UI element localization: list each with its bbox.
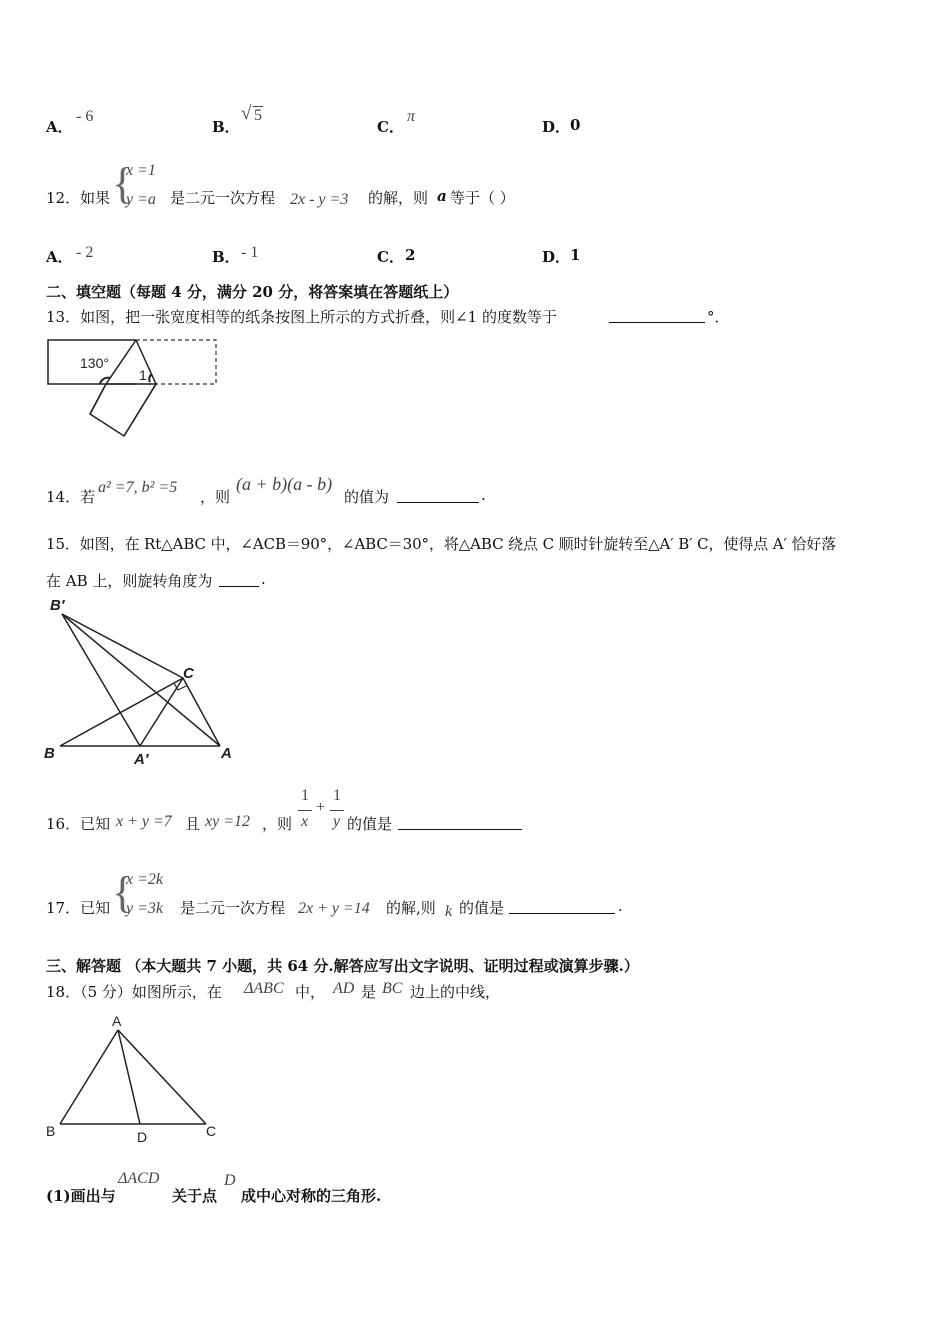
angle-1-label: 1 bbox=[139, 367, 147, 383]
q12-number: 12．如果 bbox=[46, 189, 111, 207]
left-brace-icon: { bbox=[112, 159, 134, 208]
q11-option-c-label: C． bbox=[377, 118, 404, 136]
line-c-a bbox=[183, 678, 220, 746]
q16-number: 16．已知 bbox=[46, 815, 111, 833]
q12-option-b-label: B． bbox=[212, 248, 240, 266]
q16-mid: ，则 bbox=[262, 815, 293, 833]
side-ab bbox=[60, 1030, 118, 1124]
q16-frac1-bar bbox=[298, 810, 312, 811]
q15-figure bbox=[40, 592, 240, 772]
q16-frac2-den: y bbox=[333, 813, 341, 830]
q16-eq2: xy =12 bbox=[205, 813, 250, 830]
label-a: A bbox=[112, 1013, 122, 1029]
label-a: A bbox=[221, 745, 232, 762]
label-d: D bbox=[137, 1129, 148, 1145]
q13-tail: °． bbox=[707, 308, 730, 326]
q16-frac1-den: x bbox=[301, 813, 309, 830]
section-3-title: 三、解答题 （本大题共 7 小题，共 64 分.解答应写出文字说明、证明过程或演算步骤.） bbox=[46, 957, 639, 975]
q12-option-c-label: C． bbox=[377, 248, 404, 266]
q16-answer-blank bbox=[398, 815, 522, 830]
q12-option-a-label: A． bbox=[46, 248, 73, 266]
sqrt-icon: √ bbox=[241, 103, 252, 124]
q14-expression: (a + b)(a - b) bbox=[236, 474, 333, 494]
q18-bc: BC bbox=[382, 980, 403, 997]
q12-var: a bbox=[437, 187, 447, 205]
q18-ad: AD bbox=[333, 980, 355, 997]
q18-is: 是 bbox=[361, 983, 377, 1001]
q14-number: 14．若 bbox=[46, 488, 96, 506]
label-aprime: A′ bbox=[134, 751, 149, 768]
q12-option-d-value: 1 bbox=[570, 246, 581, 264]
q16-eq1: x + y =7 bbox=[116, 813, 172, 830]
side-ac bbox=[118, 1030, 206, 1124]
q12-equation: 2x - y =3 bbox=[290, 191, 349, 208]
q11-option-a-label: A． bbox=[46, 118, 73, 136]
q14-end: . bbox=[481, 486, 486, 504]
q18-mid: 中， bbox=[295, 983, 326, 1001]
q11-option-c-value: π bbox=[407, 108, 416, 125]
q14-condition: a² =7, b² =5 bbox=[98, 479, 178, 496]
q11-option-d-value: 0 bbox=[570, 116, 581, 134]
label-b: B bbox=[44, 745, 55, 762]
section-2-title: 二、填空题（每题 4 分，满分 20 分，将答案填在答题纸上） bbox=[46, 283, 459, 301]
folded-flap bbox=[90, 384, 156, 436]
q16-frac1-num: 1 bbox=[301, 787, 309, 804]
median-ad bbox=[118, 1030, 140, 1124]
q18-part1-b: 关于点 bbox=[172, 1187, 218, 1205]
q12-eq1: x =1 bbox=[126, 162, 156, 179]
label-c: C bbox=[206, 1123, 217, 1139]
label-c: C bbox=[183, 665, 194, 682]
q17-mid: 是二元一次方程 bbox=[180, 899, 286, 917]
fold-line-left bbox=[106, 340, 136, 384]
q16-frac2-num: 1 bbox=[333, 787, 341, 804]
q12-option-c-value: 2 bbox=[405, 246, 416, 264]
q15-line2: 在 AB 上，则旋转角度为 bbox=[46, 572, 213, 590]
q16-frac2-bar bbox=[330, 810, 344, 811]
q18-part1-acd: ΔACD bbox=[118, 1170, 160, 1187]
q15-answer-blank bbox=[219, 572, 259, 587]
q12-option-d-label: D． bbox=[542, 248, 571, 266]
q18-tail: 边上的中线， bbox=[410, 983, 501, 1001]
q13-figure bbox=[44, 334, 224, 444]
q14-mid: ，则 bbox=[200, 488, 231, 506]
q18-part1-c: 成中心对称的三角形. bbox=[241, 1187, 382, 1205]
q16-tail: 的值是 bbox=[347, 815, 393, 833]
q12-option-b-value: - 1 bbox=[241, 244, 259, 261]
q12-tail-b: 等于（ ） bbox=[450, 189, 515, 207]
q17-tail-a: 的解,则 bbox=[386, 899, 436, 917]
q11-option-d-label: D． bbox=[542, 118, 571, 136]
line-bprime-a bbox=[62, 614, 220, 746]
q15-end: . bbox=[261, 570, 266, 588]
paper-strip-dashed bbox=[136, 340, 216, 384]
angle-130-label: 130° bbox=[80, 355, 109, 371]
q12-mid-text: 是二元一次方程 bbox=[170, 189, 276, 207]
left-brace-icon: { bbox=[112, 868, 134, 917]
q17-number: 17．已知 bbox=[46, 899, 111, 917]
q17-answer-blank bbox=[509, 899, 615, 914]
q17-var: k bbox=[445, 903, 453, 920]
flap-edge-right bbox=[124, 384, 156, 436]
q17-eq2: y =3k bbox=[126, 900, 163, 917]
q12-eq2: y =a bbox=[126, 191, 156, 208]
label-b: B bbox=[46, 1123, 56, 1139]
line-b-c bbox=[60, 678, 183, 746]
q18-part1-d: D bbox=[224, 1172, 236, 1189]
q12-tail-a: 的解，则 bbox=[368, 189, 429, 207]
q11-option-b-value: 5 bbox=[254, 107, 262, 124]
q13-answer-blank bbox=[609, 308, 705, 323]
q17-end: . bbox=[618, 897, 623, 915]
q18-number: 18．（5 分）如图所示，在 bbox=[46, 983, 222, 1001]
q16-plus: + bbox=[316, 799, 326, 816]
q18-triangle: ΔABC bbox=[244, 980, 284, 997]
q16-and: 且 bbox=[185, 815, 201, 833]
q18-part1-a: (1)画出与 bbox=[46, 1187, 116, 1205]
q14-answer-blank bbox=[397, 488, 479, 503]
flap-edge-left bbox=[90, 384, 106, 414]
q11-option-a-value: - 6 bbox=[76, 108, 94, 125]
q17-eq1: x =2k bbox=[126, 871, 163, 888]
q17-equation: 2x + y =14 bbox=[298, 900, 370, 917]
q14-tail: 的值为 bbox=[344, 488, 390, 506]
q13-text: 13．如图，把一张宽度相等的纸条按图上所示的方式折叠，则∠1 的度数等于 bbox=[46, 308, 557, 326]
q18-figure bbox=[40, 1008, 230, 1148]
q12-option-a-value: - 2 bbox=[76, 244, 94, 261]
label-bprime: B′ bbox=[50, 597, 65, 614]
q11-option-b-label: B． bbox=[212, 118, 240, 136]
angle-1-arc-icon bbox=[149, 374, 152, 382]
q15-line1: 15．如图，在 Rt△ABC 中，∠ACB＝90°，∠ABC＝30°，将△ABC 绕点 C 顺时针旋转至△A′ B′ C，使得点 A′ 恰好落 bbox=[46, 535, 837, 553]
q17-tail-b: 的值是 bbox=[459, 899, 505, 917]
